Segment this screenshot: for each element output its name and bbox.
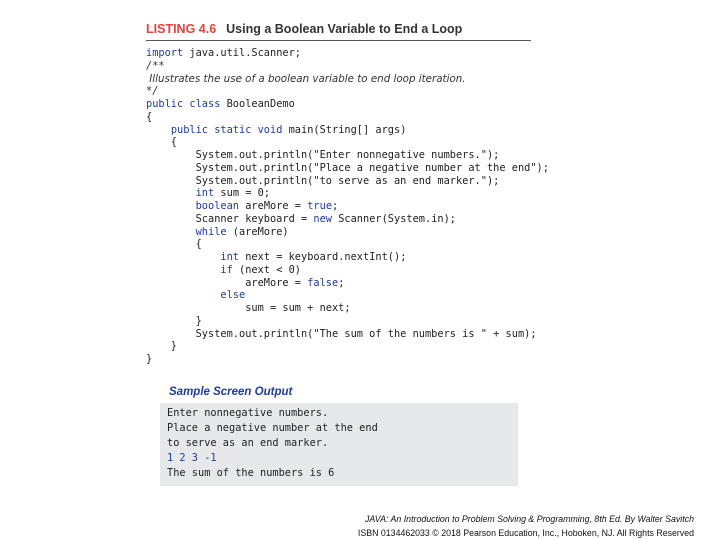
code-keyword: true <box>307 200 333 212</box>
code-text: sum = sum + next; <box>146 302 351 314</box>
code-line <box>146 353 549 366</box>
code-text: } <box>146 340 177 353</box>
code-line <box>146 200 549 213</box>
code-text <box>146 226 196 238</box>
code-line <box>146 226 549 239</box>
code-line <box>146 98 549 111</box>
code-text: System.out.println("Enter nonnegative numbers."); <box>146 149 500 161</box>
code-text: Scanner keyboard = <box>146 212 314 225</box>
code-line <box>146 264 549 277</box>
code-text: main(String[] args) <box>282 123 407 136</box>
code-line <box>146 315 549 328</box>
code-line <box>146 162 549 175</box>
code-text: { <box>146 110 153 123</box>
code-comment: */ <box>146 85 159 98</box>
title-divider <box>146 40 531 41</box>
code-comment: Illustrates the use of a boolean variable to end loop iteration. <box>146 72 466 85</box>
code-text: } <box>146 353 153 365</box>
code-comment: /** <box>146 59 165 72</box>
code-line <box>146 213 549 226</box>
code-text: BooleanDemo <box>220 98 295 110</box>
code-text <box>146 251 220 263</box>
code-line <box>146 302 549 315</box>
code-line <box>146 47 549 60</box>
code-text: sum = 0; <box>214 187 271 200</box>
output-line: Place a negative number at the end <box>167 422 378 434</box>
listing-heading <box>146 22 462 36</box>
code-text: System.out.println("to serve as an end marker."); <box>146 174 500 187</box>
code-line <box>146 111 549 124</box>
output-line: The sum of the numbers is 6 <box>167 467 335 479</box>
code-line <box>146 251 549 264</box>
code-keyword: import <box>146 47 184 59</box>
code-keyword: public class <box>146 98 221 110</box>
code-text: System.out.println("The sum of the numbers is " + sum); <box>146 327 537 340</box>
book-caption: JAVA: An Introduction to Problem Solving & Programming, 8th Ed. By Walter Savitch <box>364 514 694 524</box>
code-keyword: int <box>195 187 215 200</box>
code-keyword: else <box>220 289 246 302</box>
code-line <box>146 328 549 341</box>
sample-output-text <box>167 406 378 481</box>
code-text <box>146 187 196 199</box>
code-line <box>146 60 549 73</box>
code-line <box>146 289 549 302</box>
code-text: ; <box>338 276 345 289</box>
code-text: next = keyboard.nextInt(); <box>239 251 407 263</box>
code-text: } <box>146 314 202 327</box>
code-keyword: boolean <box>195 200 240 212</box>
sample-output-title: Sample Screen Output <box>169 386 293 398</box>
code-text: areMore = <box>146 276 308 289</box>
code-line <box>146 124 549 137</box>
output-line: to serve as an end marker. <box>167 437 329 449</box>
output-line: Enter nonnegative numbers. <box>167 407 329 419</box>
copyright-caption: ISBN 0134462033 © 2018 Pearson Education, Inc., Hoboken, NJ. All Rights Reserved <box>357 528 694 538</box>
code-line <box>146 85 549 98</box>
code-text: { <box>146 136 177 149</box>
code-line <box>146 340 549 353</box>
code-keyword: if <box>220 263 233 276</box>
code-text: (next < 0) <box>232 263 302 276</box>
code-keyword: while <box>195 225 227 238</box>
code-text <box>146 200 196 212</box>
code-text: (areMore) <box>226 225 289 238</box>
code-text <box>146 124 171 136</box>
code-keyword: new <box>313 212 332 225</box>
code-line <box>146 175 549 188</box>
code-line <box>146 187 549 200</box>
code-text: { <box>146 238 202 251</box>
code-listing <box>146 47 549 366</box>
code-text: java.util.Scanner; <box>183 47 301 59</box>
code-line <box>146 73 549 86</box>
listing-title: Using a Boolean Variable to End a Loop <box>226 22 463 36</box>
sample-output-box <box>160 403 518 486</box>
code-text <box>146 289 220 301</box>
code-text <box>146 264 220 276</box>
code-text: System.out.println("Place a negative number at the end"); <box>146 161 549 174</box>
code-line <box>146 136 549 149</box>
code-text: Scanner(System.in); <box>332 212 456 225</box>
code-line <box>146 238 549 251</box>
user-input-line: 1 2 3 -1 <box>167 452 217 464</box>
code-keyword: int <box>220 251 240 263</box>
code-keyword: public static void <box>170 123 283 136</box>
code-line <box>146 277 549 290</box>
listing-number: LISTING 4.6 <box>146 22 217 36</box>
code-line <box>146 149 549 162</box>
code-keyword: false <box>307 276 339 289</box>
code-text: areMore = <box>239 200 308 212</box>
code-text: ; <box>332 200 339 212</box>
